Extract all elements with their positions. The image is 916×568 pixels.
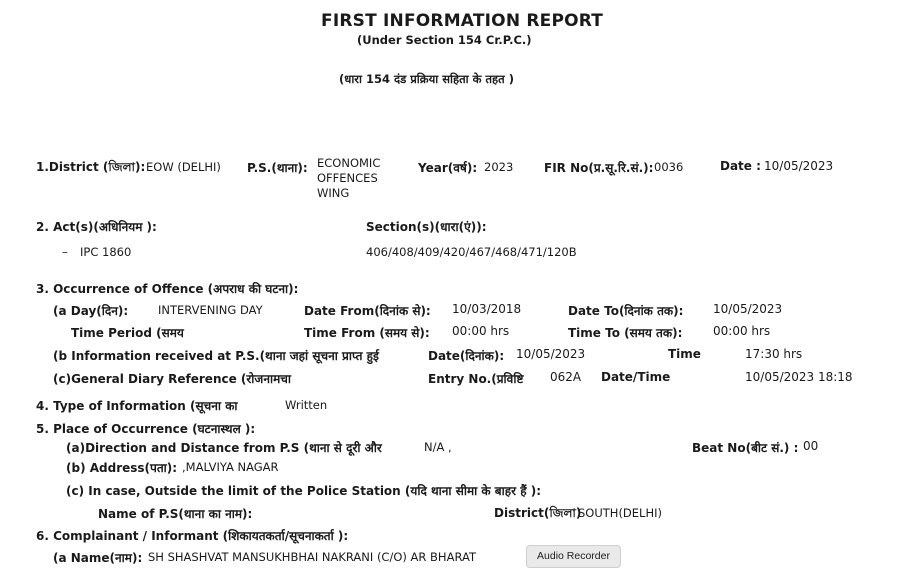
gd-datetime-value: 10/05/2023 18:18 (745, 370, 853, 384)
day-label: (a Day(दिन): (53, 304, 129, 318)
beat-value: 00 (803, 439, 819, 453)
ps-label: P.S.(थाना): (247, 161, 308, 175)
date-from-value: 10/03/2018 (452, 302, 522, 316)
ps-name-label: Name of P.S(थाना का नाम): (98, 507, 253, 521)
ps-value-line2: OFFENCES (317, 171, 378, 185)
date-value: 10/05/2023 (764, 159, 834, 173)
place-heading: 5. Place of Occurrence (घटनास्थल ): (36, 422, 256, 436)
year-label: Year(वर्ष): (418, 161, 478, 175)
outside-limit-label: (c) In case, Outside the limit of the Police Station (यदि थाना सीमा के बाहर हैं ): (66, 484, 542, 498)
gd-datetime-label: Date/Time (601, 370, 671, 384)
time-to-value: 00:00 hrs (713, 324, 771, 338)
sections-label: Section(s)(धारा(एं)): (366, 220, 487, 234)
address-value: ,MALVIYA NAGAR (182, 460, 279, 474)
date-to-value: 10/05/2023 (713, 302, 783, 316)
ps-value-line1: ECONOMIC (317, 156, 381, 170)
info-date-label: Date(दिनांक): (428, 349, 505, 363)
complainant-name-value: SH SHASHVAT MANSUKHBHAI NAKRANI (C/O) AR BHARAT (148, 550, 476, 564)
time-from-value: 00:00 hrs (452, 324, 510, 338)
day-value: INTERVENING DAY (158, 303, 263, 317)
time-to-label: Time To (समय तक): (568, 326, 683, 340)
direction-label: (a)Direction and Distance from P.S (थाना से दूरी और (66, 441, 382, 455)
info-type-label: 4. Type of Information (सूचना का (36, 399, 238, 413)
time-period-label: Time Period (समय (71, 326, 184, 340)
date-to-label: Date To(दिनांक तक): (568, 304, 684, 318)
hindi-subtitle: (धारा 154 दंड प्रक्रिया सहिता के तहत ) (339, 72, 514, 86)
acts-label: 2. Act(s)(अधिनियम ): (36, 220, 157, 234)
ps-value-line3: WING (317, 186, 350, 200)
page-subtitle: (Under Section 154 Cr.P.C.) (357, 33, 532, 47)
outside-district-value: SOUTH(DELHI) (578, 506, 662, 520)
district-value: EOW (DELHI) (146, 160, 221, 174)
act-bullet: – (62, 245, 68, 259)
beat-label: Beat No(बीट सं.) : (692, 441, 799, 455)
district-label: 1.District (জিলা): (36, 160, 146, 174)
date-from-label: Date From(दिनांक से): (304, 304, 431, 318)
info-type-value: Written (285, 398, 328, 412)
direction-value: N/A , (424, 440, 452, 454)
sections-value: 406/408/409/420/467/468/471/120B (366, 245, 577, 259)
info-received-label: (b Information received at P.S.(थाना जहां सूचना प्राप्त हुई (53, 349, 379, 363)
address-label: (b) Address(पता): (66, 461, 178, 475)
date-label: Date : (720, 159, 761, 173)
info-date-value: 10/05/2023 (516, 347, 586, 361)
act-value: IPC 1860 (80, 245, 132, 259)
occurrence-heading: 3. Occurrence of Offence (अपराध की घटना): (36, 282, 299, 296)
fir-value: 0036 (654, 160, 684, 174)
page-title: FIRST INFORMATION REPORT (321, 11, 604, 31)
audio-recorder-button[interactable]: Audio Recorder (526, 545, 621, 568)
outside-district-label: District(জিলা) (494, 506, 582, 520)
info-time-label: Time (668, 347, 701, 361)
info-time-value: 17:30 hrs (745, 347, 803, 361)
complainant-heading: 6. Complainant / Informant (शिकायतकर्ता/सूचनाकर्ता ): (36, 529, 349, 543)
entry-no-label: Entry No.(प्रविष्टि (428, 372, 524, 386)
fir-label: FIR No(प्र.सू.रि.सं.): (544, 161, 654, 175)
time-from-label: Time From (समय से): (304, 326, 430, 340)
gd-reference-label: (c)General Diary Reference (रोजनामचा (53, 372, 291, 386)
complainant-name-label: (a Name(नाम): (53, 551, 143, 565)
year-value: 2023 (484, 160, 514, 174)
entry-no-value: 062A (550, 370, 582, 384)
